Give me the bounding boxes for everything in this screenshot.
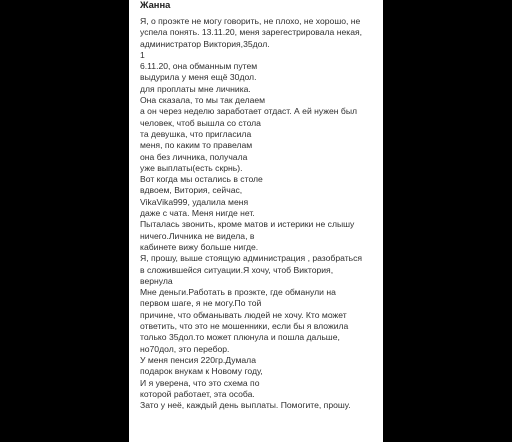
message-line: администратор Виктория,35дол. bbox=[140, 38, 270, 49]
message-line: для проплаты мне личника. bbox=[140, 83, 251, 94]
message-line: меня, по каким то правелам bbox=[140, 140, 253, 151]
message-line: ничего.Личника не видела, в bbox=[140, 230, 255, 241]
message-line: 6.11.20, она обманным путем bbox=[140, 61, 258, 72]
message-line: Зато у неё, каждый день выплаты. Помогите, прошу. bbox=[140, 400, 351, 411]
message-line: Мне деньги.Работать в проэкте, где обманули на bbox=[140, 287, 336, 298]
message-line: Она сказала, то мы так делаем bbox=[140, 95, 266, 106]
message-line: кабинете вижу больше нигде. bbox=[140, 241, 259, 252]
message-line: У меня пенсия 220гр.Думала bbox=[140, 354, 256, 365]
message-line: вернула bbox=[140, 275, 173, 286]
message-line: VikaVika999, удалила меня bbox=[140, 196, 249, 207]
message-line: 1 bbox=[140, 49, 145, 60]
message-line: она без личника, получала bbox=[140, 151, 248, 162]
message-line: Пыталась звонить, кроме матов и истерики не слышу bbox=[140, 219, 355, 230]
author-name[interactable]: Жанна bbox=[140, 0, 171, 10]
message-line: причине, что обманывать людей не хочу. Кто может bbox=[140, 309, 347, 320]
message-line: только 35дол.то может плюнула и пошла дальше, bbox=[140, 332, 340, 343]
message-line: а он через неделю заработает отдаст. А ей нужен был bbox=[140, 106, 358, 117]
message-line: в сложившейся ситуации.Я хочу, чтоб Виктория, bbox=[140, 264, 334, 275]
message-line: подарок внукам к Новому году, bbox=[140, 366, 263, 377]
message-line: но70дол, это перебор. bbox=[140, 343, 230, 354]
message-line: Вот когда мы остались в столе bbox=[140, 174, 263, 185]
message-line: которой работает, эта особа. bbox=[140, 388, 255, 399]
message-line: И я уверена, что это схема по bbox=[140, 377, 260, 388]
message-line: Я, о проэкте не могу говорить, не плохо, не хорошо, не bbox=[140, 16, 361, 26]
message-line: даже с чата. Меня нигде нет. bbox=[140, 208, 255, 219]
message-line: выдурила у меня ещё 30дол. bbox=[140, 72, 257, 83]
message-card bbox=[129, 0, 383, 442]
message-line: ответить, что это не мошенники, если бы я вложила bbox=[140, 321, 349, 332]
message-line: первом шаге, я не могу.По той bbox=[140, 298, 262, 309]
message-line: та девушка, что пригласила bbox=[140, 128, 252, 139]
message-line: человек, чтоб вышла со стола bbox=[140, 117, 261, 128]
message-line: вдвоем, Витория, сейчас, bbox=[140, 185, 243, 196]
message-line: Я, прошу, выше стоящую администрация , разобраться bbox=[140, 253, 363, 264]
message-line: успела понять. 13.11.20, меня зарегестрировала некая, bbox=[140, 27, 363, 38]
message-body bbox=[140, 16, 379, 411]
message-line: уже выплаты(есть скрнь). bbox=[140, 162, 243, 173]
